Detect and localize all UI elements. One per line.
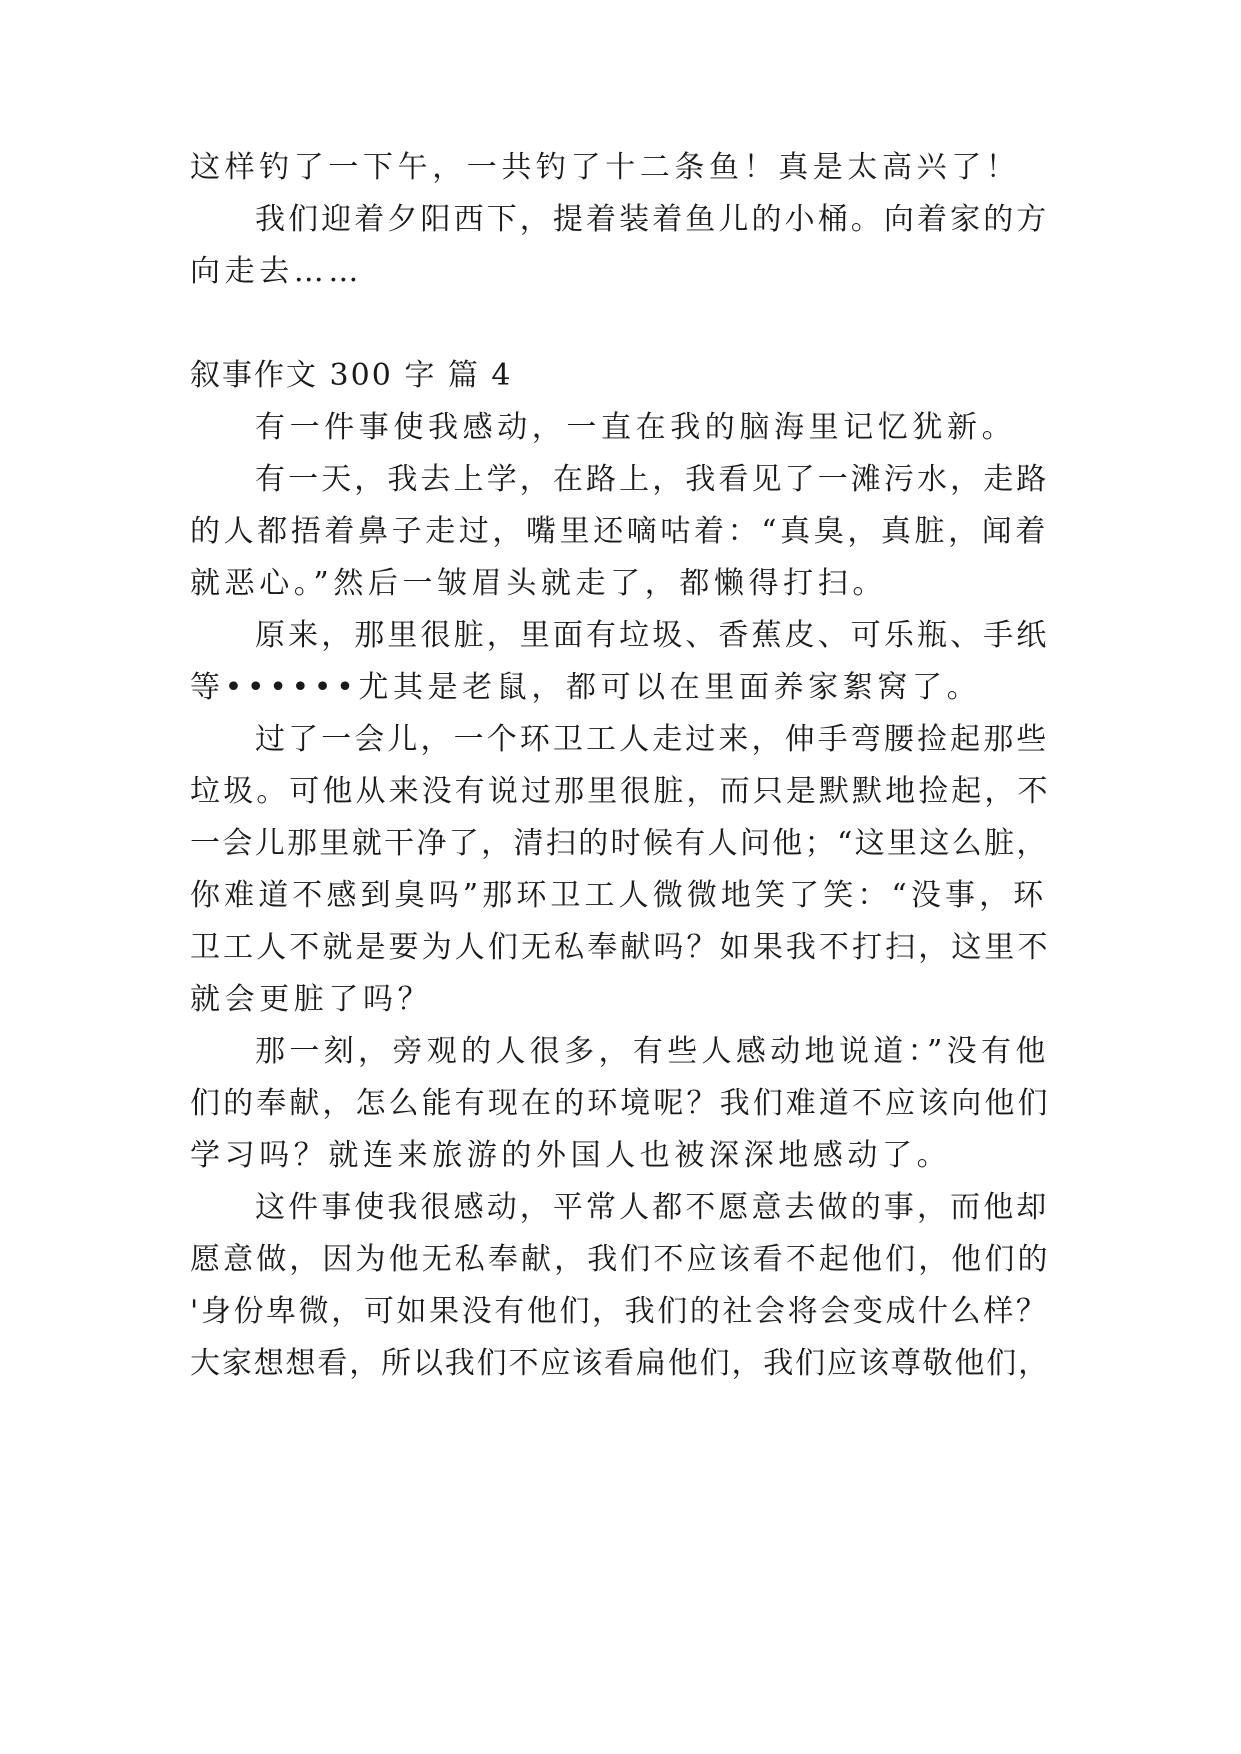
text-line: 就恶心。”然后一皱眉头就走了，都懒得打扫。 xyxy=(190,566,887,601)
text-line: 你难道不感到臭吗”那环卫工人微微地笑了笑：“没事，环 xyxy=(190,878,1048,913)
text-line: 就会更脏了吗？ xyxy=(190,982,433,1017)
text-line: 等••••••尤其是老鼠，都可以在里面养家絮窝了。 xyxy=(190,670,982,705)
text-line: 垃圾。可他从来没有说过那里很脏，而只是默默地捡起，不 xyxy=(190,774,1051,809)
text-line: 向走去…… xyxy=(190,254,363,289)
text-line: 愿意做，因为他无私奉献，我们不应该看不起他们，他们的 xyxy=(190,1242,1051,1277)
paragraph-start-line: 有一件事使我感动，一直在我的脑海里记忆犹新。 xyxy=(255,410,1017,445)
paragraph-start-line: 原来，那里很脏，里面有垃圾、香蕉皮、可乐瓶、手纸 xyxy=(255,618,1050,653)
text-line: 一会儿那里就干净了，清扫的时候有人问他；“这里这么脏， xyxy=(190,826,1049,861)
paragraph-start-line: 我们迎着夕阳西下，提着装着鱼儿的小桶。向着家的方 xyxy=(255,202,1050,237)
text-line: 们的奉献，怎么能有现在的环境呢？我们难道不应该向他们 xyxy=(190,1086,1051,1121)
paragraph-start-line: 有一天，我去上学，在路上，我看见了一滩污水，走路 xyxy=(255,462,1050,497)
text-line: 学习吗？就连来旅游的外国人也被深深地感动了。 xyxy=(190,1138,952,1173)
text-line: 卫工人不就是要为人们无私奉献吗？如果我不打扫，这里不 xyxy=(190,930,1051,965)
text-line: '身份卑微，可如果没有他们，我们的社会将会变成什么样？ xyxy=(190,1294,1049,1329)
text-line: 的人都捂着鼻子走过，嘴里还嘀咕着：“真臭，真脏，闻着 xyxy=(190,514,1049,549)
text-line: 这样钓了一下午，一共钓了十二条鱼！真是太高兴了！ xyxy=(190,150,1021,185)
paragraph-start-line: 这件事使我很感动，平常人都不愿意去做的事，而他却 xyxy=(255,1190,1050,1225)
text-line: 大家想想看，所以我们不应该看扁他们，我们应该尊敬他们， xyxy=(190,1346,1050,1381)
paragraph-start-line: 那一刻，旁观的人很多，有些人感动地说道：”没有他 xyxy=(255,1034,1050,1069)
section-heading: 叙事作文 300 字 篇 4 xyxy=(190,358,513,393)
paragraph-start-line: 过了一会儿，一个环卫工人走过来，伸手弯腰捡起那些 xyxy=(255,722,1050,757)
